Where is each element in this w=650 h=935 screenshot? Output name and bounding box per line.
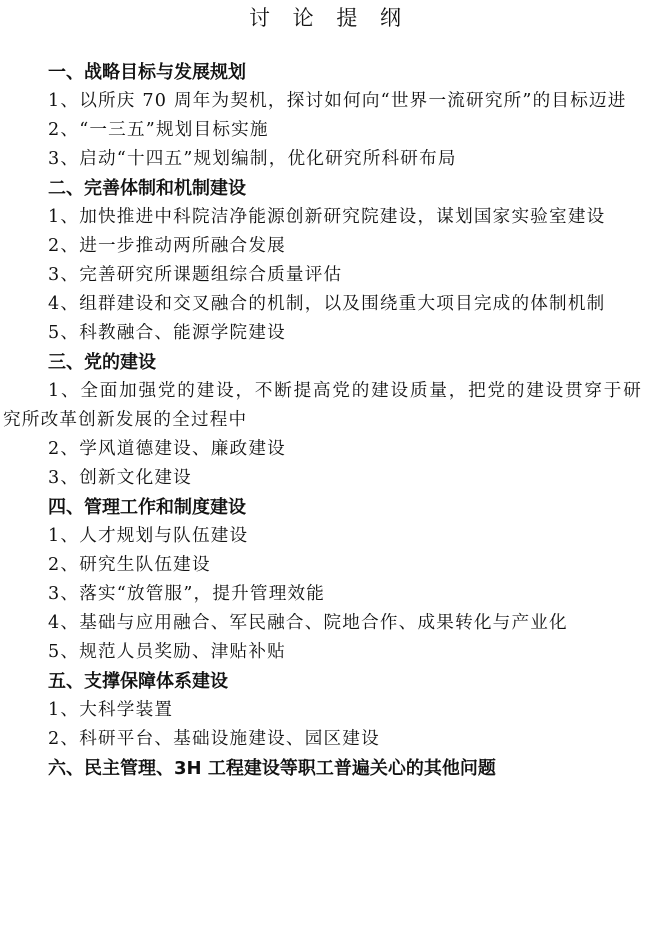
outline-item: 3、完善研究所课题组综合质量评估 bbox=[48, 265, 343, 285]
section-democratic-management bbox=[0, 754, 642, 783]
outline-item: 1、全面加强党的建设，不断提高党的建设质量，把党的建设贯穿于研究所改革创新发展的全过程中 bbox=[3, 381, 642, 430]
outline-item: 1、大科学装置 bbox=[48, 700, 174, 720]
outline-item: 2、“一三五”规划目标实施 bbox=[48, 120, 269, 140]
outline-item: 3、落实“放管服”，提升管理效能 bbox=[48, 584, 326, 604]
section-heading: 六、民主管理、3H 工程建设等职工普遍关心的其他问题 bbox=[48, 758, 496, 779]
section-heading: 四、管理工作和制度建设 bbox=[48, 497, 246, 518]
outline-item: 1、加快推进中科院洁净能源创新研究院建设，谋划国家实验室建设 bbox=[48, 207, 606, 227]
section-heading: 一、战略目标与发展规划 bbox=[48, 62, 246, 83]
outline-item: 4、组群建设和交叉融合的机制，以及围绕重大项目完成的体制机制 bbox=[48, 294, 606, 314]
outline-item: 4、基础与应用融合、军民融合、院地合作、成果转化与产业化 bbox=[48, 613, 568, 633]
outline-item: 5、规范人员奖励、津贴补贴 bbox=[48, 642, 286, 662]
outline-item: 5、科教融合、能源学院建设 bbox=[48, 323, 286, 343]
section-management bbox=[0, 493, 642, 667]
section-support-system bbox=[0, 667, 642, 754]
outline-item: 2、进一步推动两所融合发展 bbox=[48, 236, 286, 256]
section-strategy bbox=[0, 58, 642, 174]
section-institutions bbox=[0, 174, 642, 348]
outline-item: 3、启动“十四五”规划编制，优化研究所科研布局 bbox=[48, 149, 457, 169]
document-title: 讨 论 提 纲 bbox=[248, 6, 410, 30]
outline-item: 2、科研平台、基础设施建设、园区建设 bbox=[48, 729, 380, 749]
section-heading: 五、支撑保障体系建设 bbox=[48, 671, 228, 692]
section-heading: 二、完善体制和机制建设 bbox=[48, 178, 246, 199]
outline-item: 1、人才规划与队伍建设 bbox=[48, 526, 249, 546]
section-heading: 三、党的建设 bbox=[48, 352, 156, 373]
outline-item: 2、研究生队伍建设 bbox=[48, 555, 211, 575]
section-party-building bbox=[0, 348, 642, 493]
outline-content bbox=[0, 58, 642, 783]
outline-item: 3、创新文化建设 bbox=[48, 468, 192, 488]
outline-item: 1、以所庆 70 周年为契机，探讨如何向“世界一流研究所”的目标迈进 bbox=[48, 91, 627, 111]
outline-item: 2、学风道德建设、廉政建设 bbox=[48, 439, 286, 459]
